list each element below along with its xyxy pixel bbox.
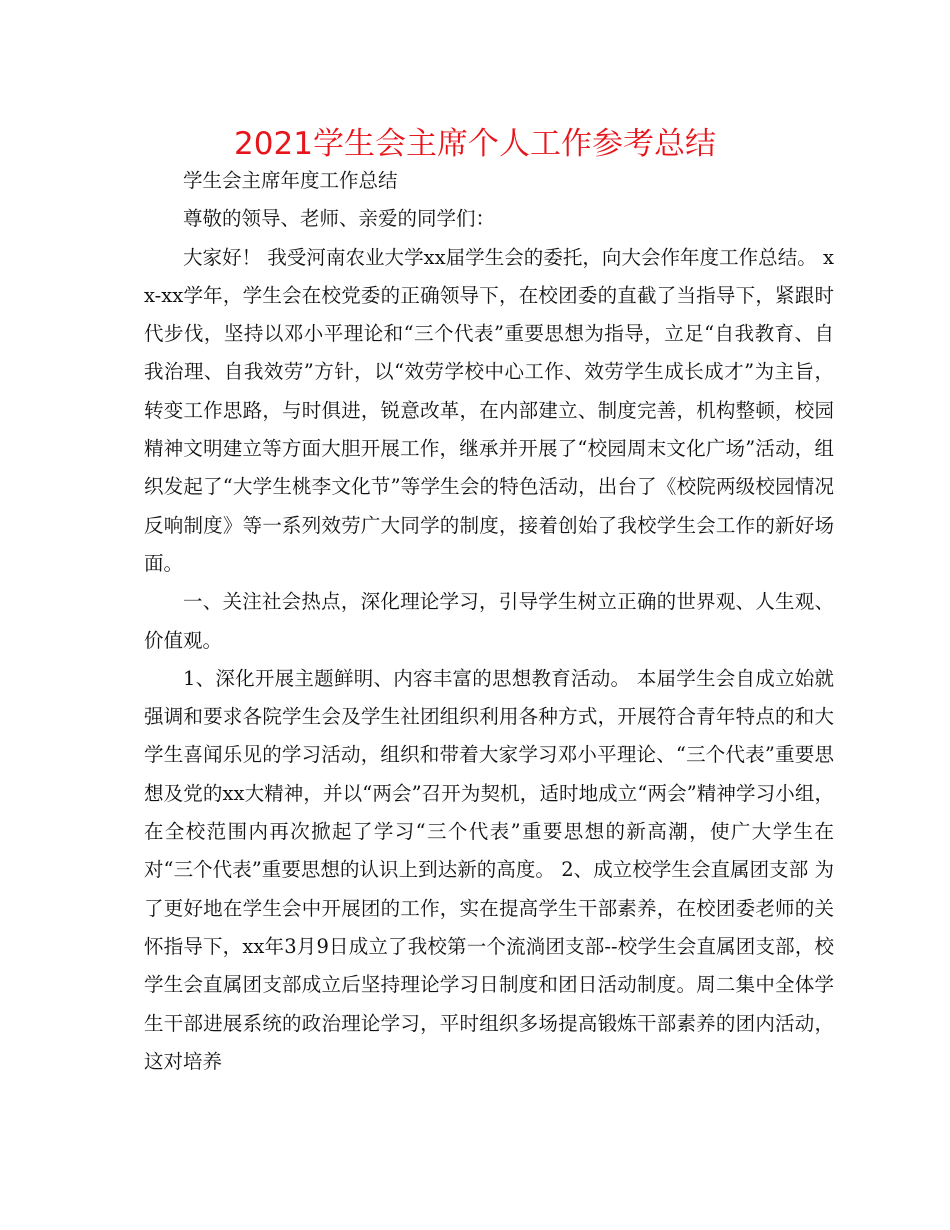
section-heading-1: 一、关注社会热点，深化理论学习，引导学生树立正确的世界观、人生观、价值观。 <box>144 590 834 652</box>
subtitle-paragraph: 学生会主席年度工作总结 <box>183 169 398 192</box>
intro-paragraph: 大家好！ 我受河南农业大学xx届学生会的委托，向大会作年度工作总结。 xx-xx学年，学生会在校党委的正确领导下，在校团委的直截了当指导下，紧跟时代步伐，坚持以邓小平理论和“三个代表”重要思想为指导，立足“自我教育、自我治理、自我效劳”方针，以“效劳学校中心工作、效劳学生成长成才”为主旨，转变工作思路，与时俱进，锐意改革，在内部建立、制度完善，机构整顿，校园精神文明建立等方面大胆开展工作，继承并开展了“校园周末文化广场”活动，组织发起了“大学生桃李文化节”等学生会的特色活动，出台了《校院两级校园情况反响制度》等一系列效劳广大同学的制度，接着创始了我校学生会工作的新好场面。 <box>144 245 834 575</box>
section-paragraph-1: 1、深化开展主题鲜明、内容丰富的思想教育活动。 本届学生会自成立始就强调和要求各院学生会及学生社团组织利用各种方式，开展符合青年特点的和大学生喜闻乐见的学习活动，组织和带着大家学习邓小平理论、“三个代表”重要思想及党的xx大精神，并以“两会”召开为契机，适时地成立“两会”精神学习小组，在全校范围内再次掀起了学习“三个代表”重要思想的新高潮，使广大学生在对“三个代表”重要思想的认识上到达新的高度。 2、成立校学生会直属团支部 为了更好地在学生会中开展团的工作，实在提高学生干部素养，在校团委老师的关怀指导下，xx年3月9日成立了我校第一个流淌团支部--校学生会直属团支部，校学生会直属团支部成立后坚持理论学习日制度和团日活动制度。周二集中全体学生干部进展系统的政治理论学习，平时组织多场提高锻炼干部素养的团内活动，这对培养 <box>144 666 834 1073</box>
document-body <box>144 162 834 1081</box>
document-title: 2021学生会主席个人工作参考总结 <box>234 126 716 162</box>
salutation-paragraph: 尊敬的领导、老师、亲爱的同学们： <box>183 207 496 231</box>
